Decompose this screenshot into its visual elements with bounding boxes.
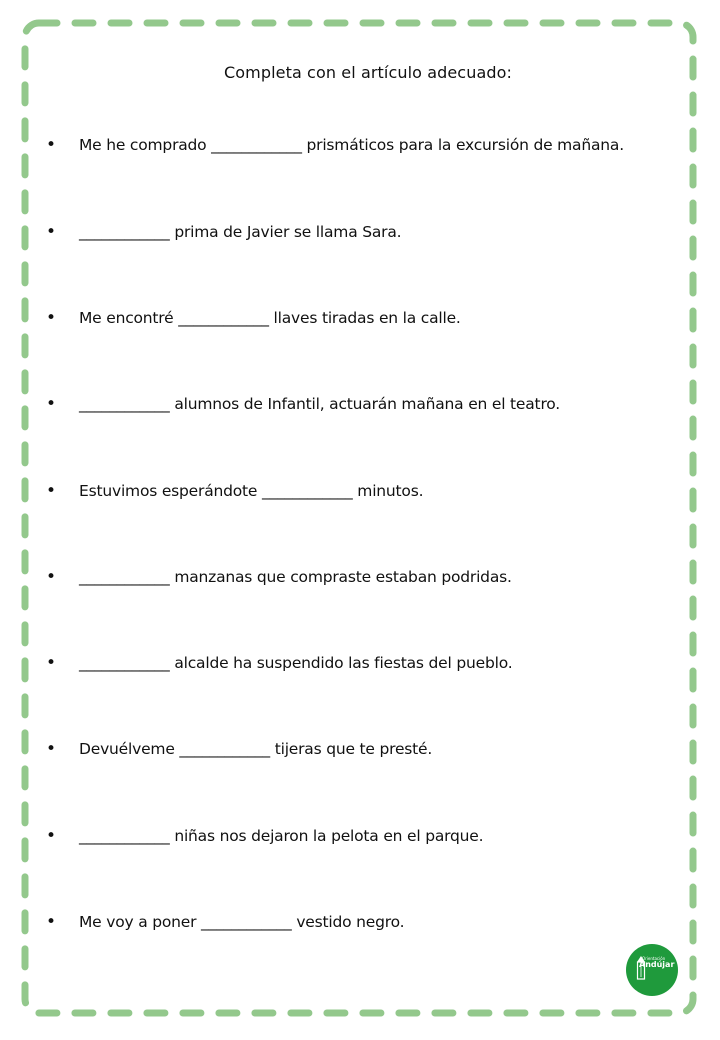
exercise-text: Devuélveme ____________ tijeras que te presté.: [79, 740, 433, 758]
exercise-item: [46, 392, 686, 416]
exercise-text: Me voy a poner ____________ vestido negro.: [79, 913, 405, 931]
exercise-item: [46, 737, 686, 761]
exercise-item: [46, 824, 686, 848]
exercise-item: [46, 910, 686, 934]
page-title: Completa con el artículo adecuado:: [224, 63, 512, 82]
bullet: •: [46, 826, 56, 846]
bullet: •: [46, 394, 56, 414]
exercise-text: Estuvimos esperándote ____________ minutos.: [79, 482, 424, 500]
exercise-item: [46, 479, 686, 503]
logo-text: Andújar: [639, 960, 675, 969]
bullet: •: [46, 308, 56, 328]
exercise-text: Me he comprado ____________ prismáticos para la excursión de mañana.: [79, 136, 624, 154]
exercise-text: ____________ alcalde ha suspendido las fiestas del pueblo.: [79, 654, 513, 672]
bullet: •: [46, 481, 56, 501]
exercise-item: [46, 220, 686, 244]
exercise-text: ____________ prima de Javier se llama Sara.: [79, 223, 402, 241]
exercise-text: ____________ alumnos de Infantil, actuarán mañana en el teatro.: [79, 395, 561, 413]
bullet: •: [46, 653, 56, 673]
exercise-text: ____________ niñas nos dejaron la pelota en el parque.: [79, 827, 484, 845]
exercise-item: [46, 565, 686, 589]
bullet: •: [46, 567, 56, 587]
bullet: •: [46, 135, 56, 155]
logo: [626, 944, 678, 996]
bullet: •: [46, 222, 56, 242]
bullet: •: [46, 739, 56, 759]
exercise-text: Me encontré ____________ llaves tiradas en la calle.: [79, 309, 461, 327]
exercise-item: [46, 306, 686, 330]
exercise-text: ____________ manzanas que compraste estaban podridas.: [79, 568, 512, 586]
logo-subtext: Orientación: [642, 956, 666, 961]
bullet: •: [46, 912, 56, 932]
exercise-item: [46, 651, 686, 675]
exercise-item: [46, 133, 686, 157]
